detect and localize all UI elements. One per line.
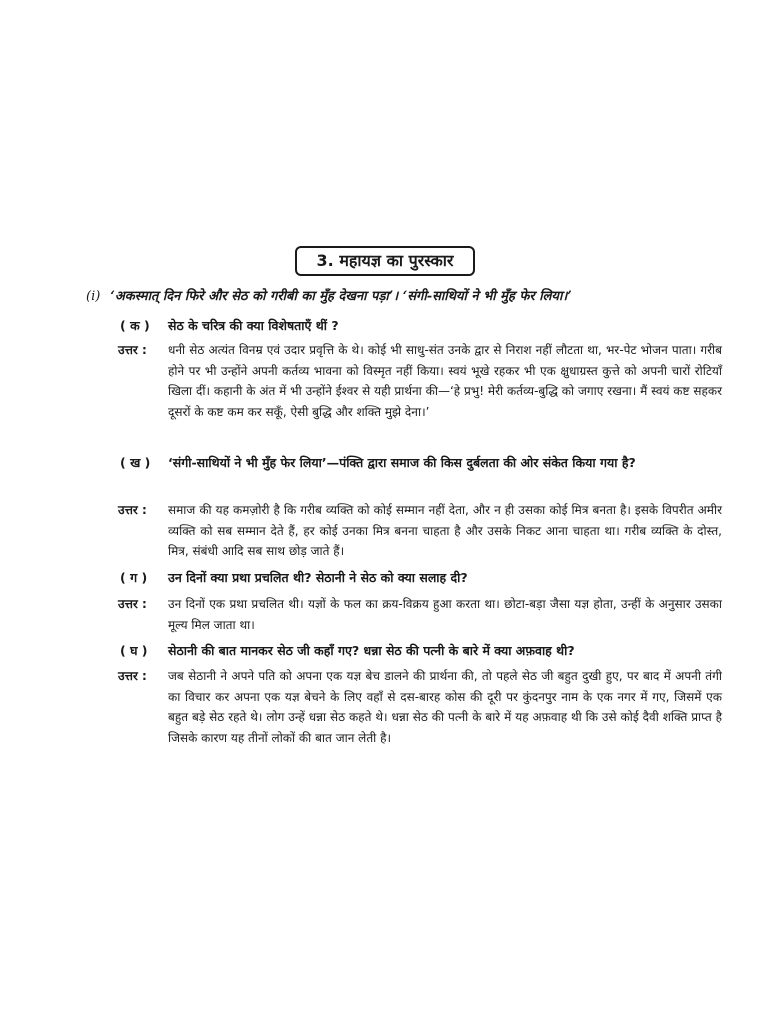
answer-text: धनी सेठ अत्यंत विनम्र एवं उदार प्रवृत्ति के थे। कोई भी साधु-संत उनके द्वार से निराश नहीं लौटता था, भर-पेट भोजन पाता। गरीब होने पर भी उन्होंने अपनी कर्तव्य भावना को विस्मृत नहीं किया। स्वयं भूखे रहकर भी एक क्षुधाग्रस्त कुत्ते को अपनी चारों रोटियाँ खिला दीं। कहानी के अंत में भी उन्होंने ईश्वर से यही प्रार्थना की—‘हे प्रभु! मेरी कर्तव्य-बुद्धि को जगाए रखना। मैं स्वयं कष्ट सहकर दूसरों के कष्ट कम कर सकूँ, ऐसी बुद्धि और शक्ति मुझे देना।’: [168, 343, 722, 419]
answer-label: उत्तर :: [118, 669, 147, 683]
question-kha: [120, 452, 720, 473]
question-ka: [120, 315, 720, 336]
passage-number: (i): [86, 289, 101, 304]
question-label: ( क ): [120, 318, 150, 333]
question-gha: [120, 640, 720, 661]
question-text: ‘संगी-साथियों ने भी मुँह फेर लिया’—पंक्ति द्वारा समाज की किस दुर्बलता की ओर संकेत किया गया है?: [168, 455, 636, 470]
answer-ga: [118, 594, 722, 635]
question-text: सेठानी की बात मानकर सेठ जी कहाँ गए? धन्ना सेठ की पत्नी के बारे में क्या अफ़वाह थी?: [168, 643, 575, 658]
chapter-title: 3. महायज्ञ का पुरस्कार: [295, 246, 475, 276]
answer-label: उत्तर :: [118, 503, 147, 517]
question-label: ( घ ): [120, 643, 148, 658]
passage-text: ‘अकस्मात् दिन फिरे और सेठ को गरीबी का मुँह देखना पड़ा’। ‘संगी-साथियों ने भी मुँह फेर लिया।’: [110, 289, 572, 304]
answer-label: उत्तर :: [118, 343, 147, 357]
answer-label: उत्तर :: [118, 597, 147, 611]
answer-kha: [118, 500, 722, 562]
answer-gha: [118, 666, 722, 748]
question-text: सेठ के चरित्र की क्या विशेषताएँ थीं ?: [168, 318, 339, 333]
question-label: ( ख ): [120, 455, 151, 470]
answer-text: उन दिनों एक प्रथा प्रचलित थी। यज्ञों के फल का क्रय-विक्रय हुआ करता था। छोटा-बड़ा जैसा यज्ञ होता, उन्हीं के अनुसार उसका मूल्य मिल जाता था।: [168, 597, 722, 632]
answer-text: जब सेठानी ने अपने पति को अपना एक यज्ञ बेच डालने की प्रार्थना की, तो पहले सेठ जी बहुत दुखी हुए, पर बाद में अपनी तंगी का विचार कर अपना एक यज्ञ बेचने के लिए वहाँ से दस-बारह कोस की दूरी पर कुंदनपुर नाम के एक नगर में गए, जिसमें एक बहुत बड़े सेठ रहते थे। लोग उन्हें धन्ना सेठ कहते थे। धन्ना सेठ की पत्नी के बारे में यह अफ़वाह थी कि उसे कोई दैवी शक्ति प्राप्त है जिसके कारण यह तीनों लोकों की बात जान लेती है।: [168, 669, 722, 745]
answer-ka: [118, 340, 722, 422]
passage-line: [86, 288, 726, 306]
question-label: ( ग ): [120, 570, 148, 585]
question-text: उन दिनों क्या प्रथा प्रचलित थी? सेठानी ने सेठ को क्या सलाह दी?: [168, 570, 468, 585]
answer-text: समाज की यह कमज़ोरी है कि गरीब व्यक्ति को कोई सम्मान नहीं देता, और न ही उसका कोई मित्र बनता है। इसके विपरीत अमीर व्यक्ति को सब सम्मान देते हैं, हर कोई उनका मित्र बनना चाहता है और उसके निकट आना चाहता था। गरीब व्यक्ति के दोस्त, मित्र, संबंधी आदि सब साथ छोड़ जाते हैं।: [168, 503, 722, 558]
question-ga: [120, 567, 720, 588]
